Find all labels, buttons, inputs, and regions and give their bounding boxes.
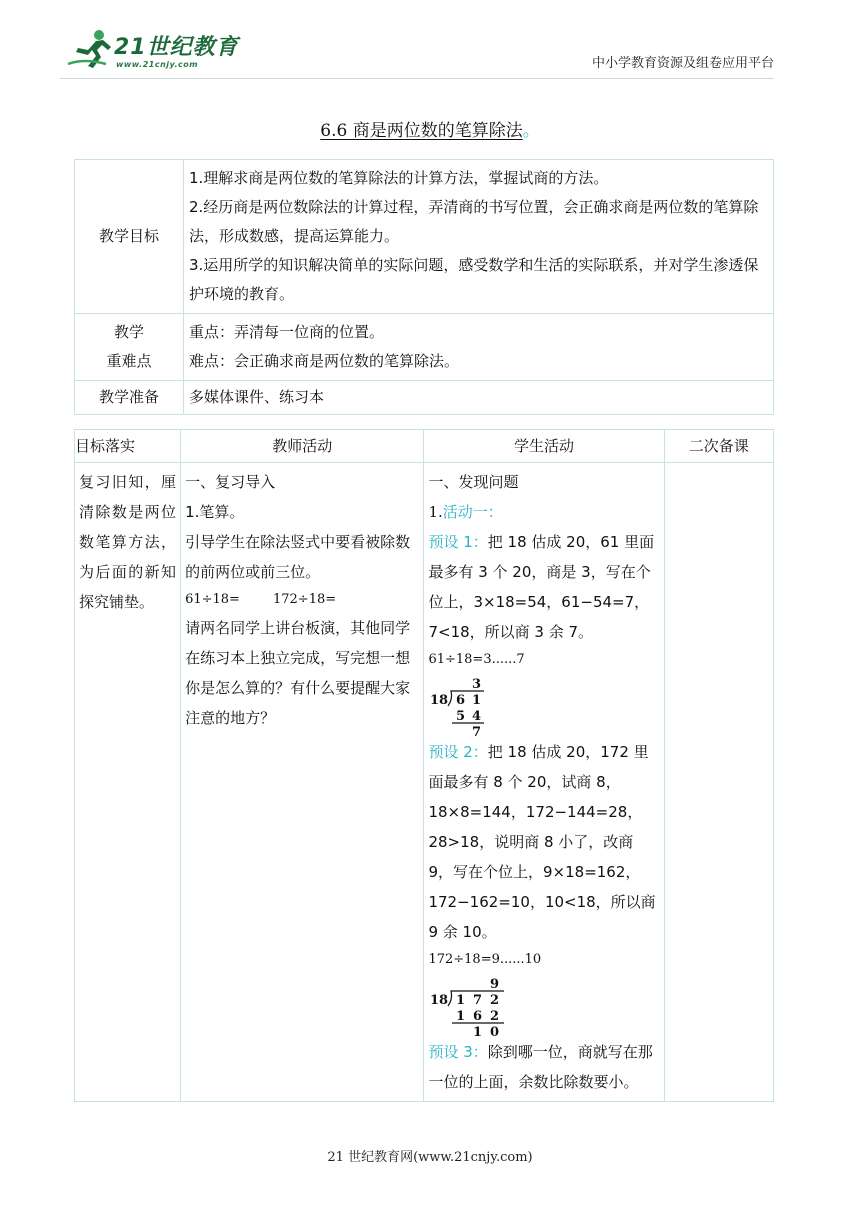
row-content: [184, 160, 774, 314]
dividend-digit: 1: [456, 993, 466, 1008]
remainder-digit: 0: [490, 1025, 500, 1037]
platform-name: 中小学教育资源及组卷应用平台: [591, 56, 774, 71]
row-label: [75, 314, 184, 381]
logo-url: www.21cnjy.com: [116, 60, 199, 69]
activity-line: [428, 497, 659, 527]
teacher-cell: [181, 463, 424, 1102]
remainder-digit: 1: [473, 1025, 483, 1037]
page-title: [0, 116, 860, 141]
remainder-digit: 7: [472, 725, 482, 737]
header-student: 学生活动: [424, 430, 664, 463]
teacher-problems: 61÷18= 172÷18=: [185, 592, 337, 607]
preset-1: [428, 527, 659, 647]
product-digit: 2: [490, 1009, 500, 1024]
equation-1: 61÷18=3......7: [428, 652, 525, 667]
long-division-2: [428, 975, 518, 1037]
divisor: 18: [430, 993, 449, 1008]
header-notes: 二次备课: [664, 430, 773, 463]
student-section: 一、发现问题: [428, 473, 519, 491]
equation-2: 172÷18=9......10: [428, 952, 542, 967]
preset-2-text: 把 18 估成 20，172 里面最多有 8 个 20，试商 8，18×8=144，172−144=28，28>18，说明商 8 小了，改商 9，写在个位上，9×18=162，172−162=10，10<18，所以商 9 余 10。: [428, 743, 656, 941]
logo-text: 21世纪教育: [114, 35, 239, 60]
activities-table: [74, 429, 774, 1102]
preparation: 多媒体课件、练习本: [189, 388, 325, 406]
table-header-row: [75, 430, 774, 463]
runner-logo-icon: [66, 28, 112, 70]
dividend-digit: 2: [490, 993, 500, 1008]
preset-1-text: 把 18 估成 20，61 里面最多有 3 个 20，商是 3，写在个位上，3×18=54，61−54=7，7<18，所以商 3 余 7。: [428, 533, 655, 641]
preset-3-text: 除到哪一位，商就写在那一位的上面，余数比除数要小。: [428, 1043, 653, 1091]
preset-1-label: 预设 1：: [428, 533, 488, 551]
label-line: 重难点: [106, 352, 152, 370]
quotient-digit: 9: [490, 977, 500, 992]
teacher-guide: 引导学生在除法竖式中要看被除数的前两位或前三位。: [185, 533, 411, 581]
row-label: 教学目标: [75, 160, 184, 314]
product-digit: 5: [456, 709, 466, 724]
table-row: [75, 381, 774, 415]
header-teacher: 教师活动: [181, 430, 424, 463]
key-point: 重点：弄清每一位商的位置。: [189, 323, 385, 341]
preset-3: [428, 1037, 659, 1097]
objective-1: 1.理解求商是两位数的笔算除法的计算方法，掌握试商的方法。: [189, 169, 609, 187]
teacher-instruction: 请两名同学上讲台板演，其他同学在练习本上独立完成，写完想一想你是怎么算的？有什么要提醒大家注意的地方？: [185, 619, 411, 727]
logo[interactable]: [60, 24, 240, 76]
table-row: [75, 314, 774, 381]
preset-3-label: 预设 3：: [428, 1043, 488, 1061]
row-label: 教学准备: [75, 381, 184, 415]
dividend-digit: 7: [473, 993, 483, 1008]
title-text: 6.6 商是两位数的笔算除法: [320, 121, 523, 141]
goal-text: 复习旧知，厘清除数是两位数笔算方法，为后面的新知探究铺垫。: [79, 473, 177, 611]
header-goal: 目标落实: [75, 430, 181, 463]
label-line: 教学: [113, 323, 144, 341]
table-row: [75, 160, 774, 314]
quotient-digit: 3: [472, 677, 482, 692]
difficult-point: 难点：会正确求商是两位数的笔算除法。: [189, 352, 460, 370]
teacher-item: 1.笔算。: [185, 503, 245, 521]
dividend-digit: 6: [456, 693, 466, 708]
preset-2-label: 预设 2：: [428, 743, 488, 761]
page-footer: 21 世纪教育网(www.21cnjy.com): [327, 1150, 533, 1165]
objective-3: 3.运用所学的知识解决简单的实际问题，感受数学和生活的实际联系，并对学生渗透保护环境的教育。: [189, 256, 759, 303]
objectives-table: [74, 159, 774, 415]
page-header: [60, 24, 774, 76]
table-row: [75, 463, 774, 1102]
row-content: [184, 381, 774, 415]
divisor: 18: [430, 693, 449, 708]
product-digit: 6: [473, 1009, 483, 1024]
activity-prefix: 1.: [428, 503, 443, 521]
row-content: [184, 314, 774, 381]
goal-cell: [75, 463, 181, 1102]
header-divider: [60, 78, 774, 79]
teacher-section: 一、复习导入: [185, 473, 276, 491]
product-digit: 4: [472, 709, 482, 724]
long-division-1: [428, 675, 498, 737]
preset-2: [428, 737, 659, 947]
dividend-digit: 1: [472, 693, 482, 708]
objective-2: 2.经历商是两位数除法的计算过程，弄清商的书写位置，会正确求商是两位数的笔算除法，形成数感，提高运算能力。: [189, 198, 759, 245]
student-cell: [424, 463, 664, 1102]
notes-cell[interactable]: [664, 463, 773, 1102]
title-dot: 。: [522, 121, 540, 141]
activity-label: 活动一：: [442, 503, 503, 521]
product-digit: 1: [456, 1009, 466, 1024]
